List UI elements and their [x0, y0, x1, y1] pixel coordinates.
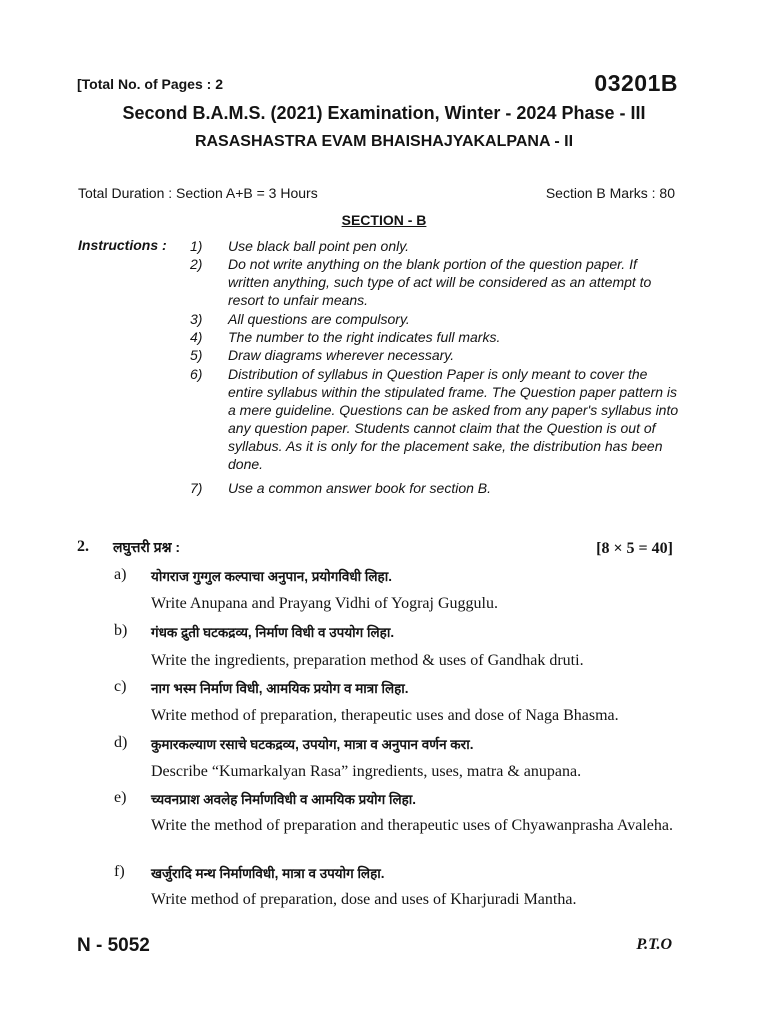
question-item-label: d): [114, 734, 128, 751]
instruction-number: 7): [190, 480, 203, 496]
question-marathi-text: च्यवनप्राश अवलेह निर्माणविधी व आमयिक प्रयोग लिहा.: [151, 792, 417, 807]
question-english-text: Describe “Kumarkalyan Rasa” ingredients, uses, matra & anupana.: [151, 763, 582, 780]
question-number: 2.: [77, 538, 89, 555]
instruction-item: [190, 237, 680, 255]
question-marathi-text: खर्जुरादि मन्थ निर्माणविधी, मात्रा व उपयोग लिहा.: [151, 866, 385, 881]
question-item-label: c): [114, 678, 127, 695]
instruction-number: 6): [190, 366, 203, 382]
question-marathi-text: कुमारकल्याण रसाचे घटकद्रव्य, उपयोग, मात्रा व अनुपान वर्णन करा.: [151, 737, 474, 752]
instruction-item: [190, 255, 680, 309]
question-english-text: Write method of preparation, therapeutic uses and dose of Naga Bhasma.: [151, 707, 619, 724]
instruction-text: Do not write anything on the blank portion of the question paper. If written anything, such type of act will be considered as an attempt to resort to unfair means.: [228, 256, 652, 308]
subject-title: RASASHASTRA EVAM BHAISHAJYAKALPANA - II: [194, 133, 574, 150]
question-heading: लघुत्तरी प्रश्न :: [113, 539, 181, 555]
instruction-item: [190, 346, 680, 364]
instructions-label: Instructions :: [78, 237, 167, 253]
footer-code: N - 5052: [77, 935, 150, 956]
question-item-label: f): [114, 863, 125, 880]
question-item-label: e): [114, 789, 127, 806]
question-marks: [8 × 5 = 40]: [596, 540, 673, 557]
pto-label: P.T.O: [636, 936, 672, 953]
instruction-number: 4): [190, 329, 203, 345]
instruction-text: Use black ball point pen only.: [228, 238, 410, 254]
instruction-item: [190, 479, 680, 497]
question-english-text: Write Anupana and Prayang Vidhi of Yograj Guggulu.: [151, 595, 498, 612]
paper-code: 03201B: [594, 70, 678, 96]
question-english-text: Write the ingredients, preparation method & uses of Gandhak druti.: [151, 652, 584, 669]
instruction-text: Use a common answer book for section B.: [228, 480, 492, 496]
instruction-item: [190, 310, 680, 328]
instruction-text: The number to the right indicates full marks.: [228, 329, 501, 345]
question-item-label: b): [114, 622, 128, 639]
instruction-number: 2): [190, 256, 203, 272]
instruction-text: All questions are compulsory.: [228, 311, 410, 327]
instruction-text: Draw diagrams wherever necessary.: [228, 347, 455, 363]
instruction-item: [190, 365, 680, 473]
exam-title: Second B.A.M.S. (2021) Examination, Winter - 2024 Phase - III: [122, 103, 646, 123]
total-duration: Total Duration : Section A+B = 3 Hours: [78, 185, 318, 201]
question-english-text: Write method of preparation, dose and uses of Kharjuradi Mantha.: [151, 891, 577, 908]
instruction-item: [190, 328, 680, 346]
question-marathi-text: योगराज गुग्गुल कल्पाचा अनुपान, प्रयोगविधी लिहा.: [151, 569, 392, 584]
question-marathi-text: नाग भस्म निर्माण विधी, आमयिक प्रयोग व मात्रा लिहा.: [151, 681, 409, 696]
section-marks: Section B Marks : 80: [545, 185, 675, 201]
question-item-label: a): [114, 566, 127, 583]
instruction-number: 3): [190, 311, 203, 327]
total-pages: [Total No. of Pages : 2: [77, 76, 223, 92]
question-english-text: Write the method of preparation and therapeutic uses of Chyawanprasha Avaleha.: [151, 817, 673, 834]
instruction-text: Distribution of syllabus in Question Paper is only meant to cover the entire syllabus within the stipulated frame. The Question paper pattern is a mere guideline. Questions can be asked from any paper's syllabus into any question paper. Students cannot claim that the Question is out of syllabus. As it is only for the placement sake, the distribution has been done.: [228, 366, 679, 472]
instruction-number: 1): [190, 238, 203, 254]
section-heading: SECTION - B: [341, 212, 427, 228]
instruction-number: 5): [190, 347, 203, 363]
question-marathi-text: गंधक द्रुती घटकद्रव्य, निर्माण विधी व उपयोग लिहा.: [151, 625, 395, 640]
